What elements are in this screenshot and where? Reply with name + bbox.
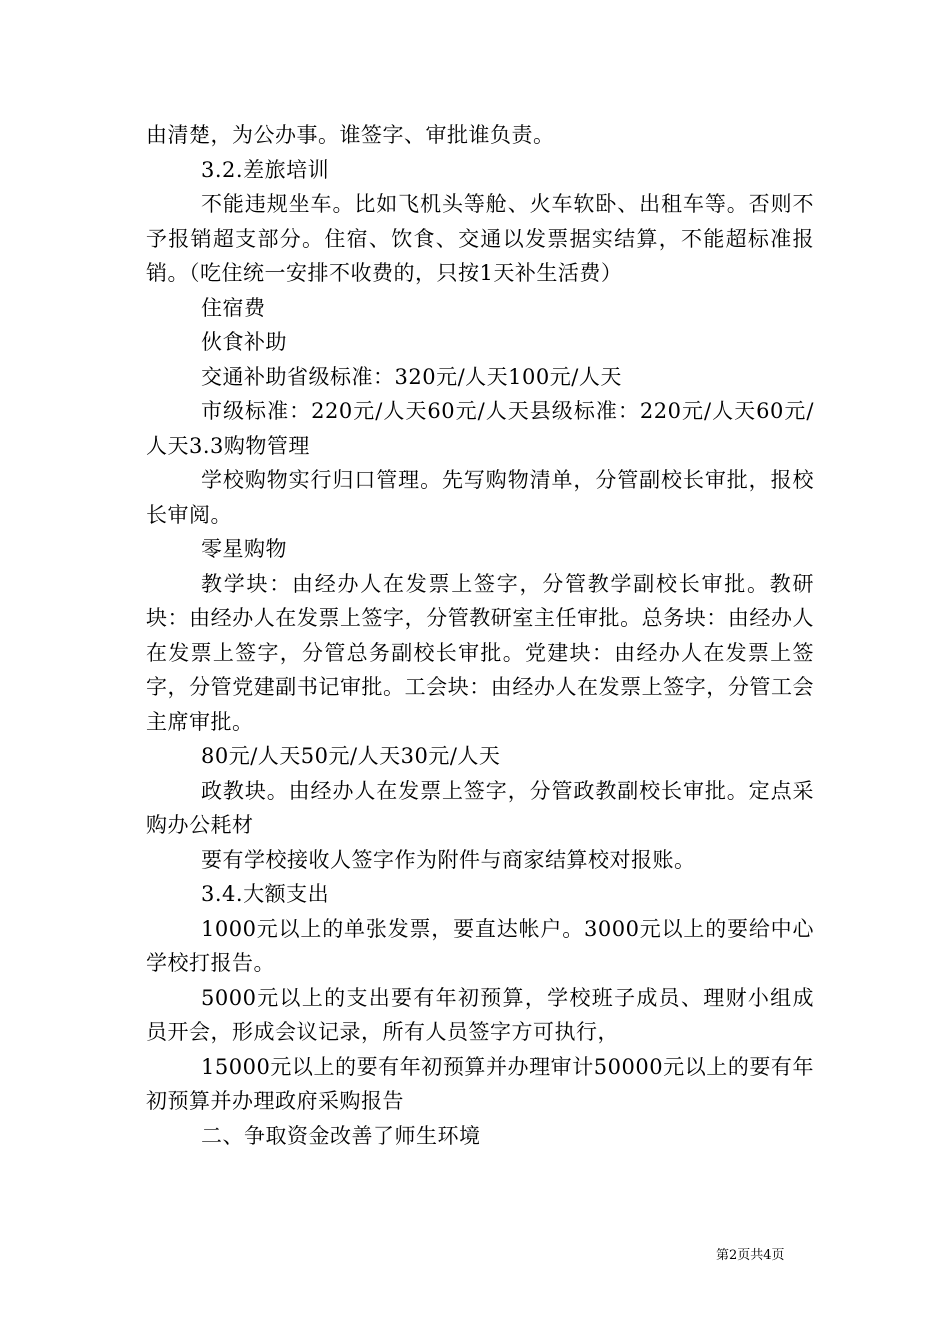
document-body xyxy=(146,118,814,1153)
section-heading: 3.2.差旅培训 xyxy=(201,157,330,182)
paragraph: 由清楚，为公办事。谁签字、审批谁负责。 xyxy=(146,123,555,147)
paragraph: 教学块：由经办人在发票上签字，分管教学副校长审批。教研块：由经办人在发票上签字，分管教研室主任审批。总务块：由经办人在发票上签字，分管总务副校长审批。党建块：由经办人在发票上签字，分管党建副书记审批。工会块：由经办人在发票上签字，分管工会主席审批。 xyxy=(146,571,814,734)
paragraph: 80元/人天50元/人天30元/人天 xyxy=(201,744,501,768)
paragraph: 政教块。由经办人在发票上签字，分管政教副校长审批。定点采购办公耗材 xyxy=(146,778,814,837)
list-item: 伙食补助 xyxy=(201,330,287,354)
paragraph: 15000元以上的要有年初预算并办理审计50000元以上的要有年初预算并办理政府采购报告 xyxy=(146,1054,814,1113)
section-heading: 3.4.大额支出 xyxy=(201,882,330,906)
paragraph: 不能违规坐车。比如飞机头等舱、火车软卧、出租车等。否则不予报销超支部分。住宿、饮食、交通以发票据实结算，不能超标准报销。（吃住统一安排不收费的，只按1天补生活费） xyxy=(146,192,814,285)
paragraph: 学校购物实行归口管理。先写购物清单，分管副校长审批，报校长审阅。 xyxy=(146,468,814,527)
paragraph: 1000元以上的单张发票，要直达帐户。3000元以上的要给中心学校打报告。 xyxy=(146,916,814,975)
paragraph: 5000元以上的支出要有年初预算，学校班子成员、理财小组成员开会，形成会议记录，所有人员签字方可执行， xyxy=(146,985,814,1044)
page-number: 第2页共4页 xyxy=(716,1248,785,1263)
paragraph: 要有学校接收人签字作为附件与商家结算校对报账。 xyxy=(201,847,696,872)
list-item: 住宿费 xyxy=(201,295,266,320)
section-heading: 二、争取资金改善了师生环境 xyxy=(201,1123,481,1148)
list-item: 零星购物 xyxy=(201,537,287,561)
paragraph: 交通补助省级标准：320元/人天100元/人天 xyxy=(201,364,622,389)
paragraph: 市级标准：220元/人天60元/人天县级标准：220元/人天60元/人天3.3购物管理 xyxy=(146,399,814,458)
